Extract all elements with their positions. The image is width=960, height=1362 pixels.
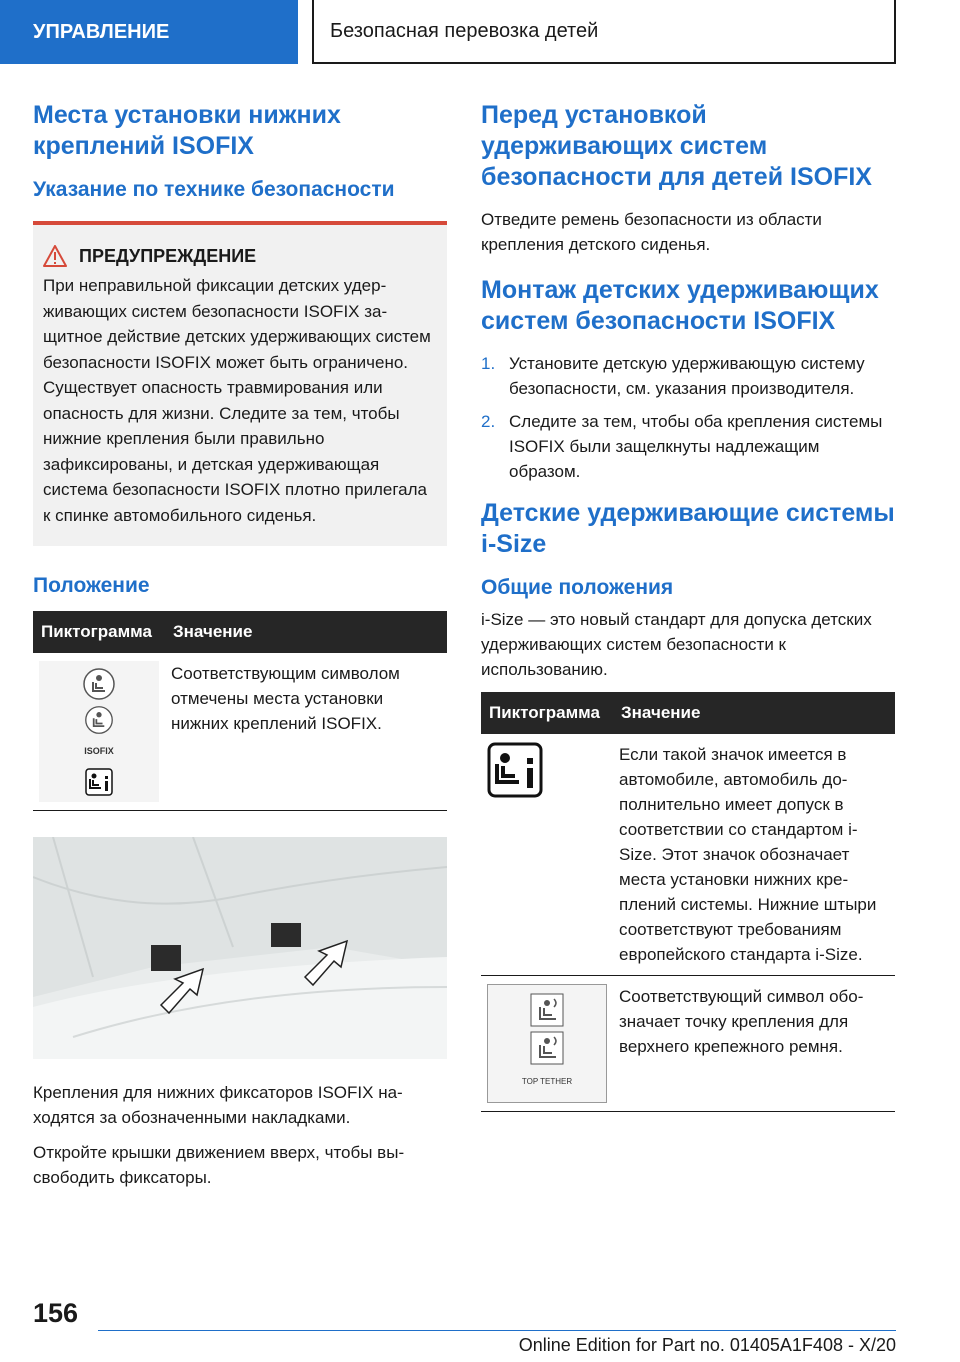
pictogram-table-isize <box>481 692 895 1112</box>
warning-header <box>43 245 435 267</box>
child-seat-icon <box>82 667 116 701</box>
table-row <box>33 653 447 811</box>
chapter-label: Безопасная перевозка детей <box>330 19 599 42</box>
col-pictogram: Пиктограмма <box>481 692 613 734</box>
table-header-row <box>481 692 895 734</box>
caption-covers: Откройте крышки движением вверх, чтобы высвободить фиксаторы. <box>33 1143 405 1187</box>
isize-seat-icon <box>487 742 543 798</box>
warning-triangle-icon <box>43 245 67 267</box>
step-text: Установите детскую удерживающую систему безопасности, см. указания производителя. <box>509 354 865 398</box>
col-meaning: Значение <box>165 611 447 653</box>
isize-seat-icon <box>85 768 113 796</box>
step-text: Следите за тем, чтобы оба крепления системы ISOFIX были защелкнуты надлежащим образом. <box>509 412 883 481</box>
warning-title: ПРЕДУПРЕЖДЕНИЕ <box>79 245 257 266</box>
section-tab <box>0 0 298 64</box>
warning-text: При неправильной фиксации детских удерживающих систем безопасности ISOFIX защитное действие детских удерживающих систем безопасности ISOFIX может быть ограничено. Существует опасность травмирования или опасность для жизни. Следите за тем, чтобы нижние крепления были правильно зафиксированы, и детская удерживающая система безопасности ISOFIX плотно прилегала к спинке автомобильного сиденья. <box>43 276 431 525</box>
general-subtitle: Общие положения <box>481 576 674 599</box>
edition-footer: Online Edition for Part no. 01405A1F408 - X/20 <box>518 1335 896 1355</box>
warning-box <box>33 221 447 546</box>
before-install-text: Отведите ремень безопасности из области крепления детского сиденья. <box>481 210 822 254</box>
chapter-tab <box>312 0 896 64</box>
isize-intro: i-Size — это новый стандарт для допуска детских удерживающих систем безопасности к использованию. <box>481 610 872 679</box>
footer-divider <box>98 1330 896 1331</box>
before-install-title: Перед установкой удерживающих систем безопасности для детей ISOFIX <box>481 101 872 191</box>
table-header-row <box>33 611 447 653</box>
col-pictogram: Пиктограмма <box>33 611 165 653</box>
pictogram-table-isofix <box>33 611 447 811</box>
page-number: 156 <box>33 1298 79 1328</box>
isize-title: Детские удерживающие системы i-Size <box>481 499 895 558</box>
pictogram-cell <box>481 734 613 976</box>
left-column <box>33 100 447 1200</box>
isofix-label: ISOFIX <box>84 746 114 756</box>
isofix-pictogram <box>39 661 159 802</box>
rear-seat-photo <box>33 837 447 1059</box>
caption-anchors: Крепления для нижних фиксаторов ISOFIX находятся за обозначенными накладками. <box>33 1083 403 1127</box>
step-number: 1. <box>481 354 496 373</box>
isofix-title: Места установки нижних креплений ISOFIX <box>33 101 341 160</box>
col-meaning: Значение <box>613 692 895 734</box>
top-tether-label: TOP TETHER <box>521 1077 573 1086</box>
list-item <box>481 409 895 484</box>
section-label: УПРАВЛЕНИЕ <box>33 20 170 43</box>
mounting-title: Монтаж детских удерживающих систем безопасности ISOFIX <box>481 276 879 335</box>
list-item <box>481 351 895 401</box>
pictogram-cell <box>481 976 613 1112</box>
meaning-cell: Соответствующим символом отмечены места установки нижних креплений ISOFIX. <box>165 653 447 811</box>
meaning-cell: Соответствующий символ обозначает точку крепления для верхнего крепежного ремня. <box>613 976 895 1112</box>
child-seat-icon <box>84 705 114 735</box>
top-tether-icon <box>530 1031 564 1065</box>
top-tether-icon <box>530 993 564 1027</box>
meaning-cell: Если такой значок имеется в автомобиле, автомобиль дополнительно имеет допуск в соответствии со стандартом i-Size. Этот значок обозначает места установки нижних креплений системы. Нижние штыри соответствуют требованиям европейского стандарта i-Size. <box>613 734 895 976</box>
table-row <box>481 976 895 1112</box>
top-tether-pictogram <box>487 984 607 1103</box>
position-heading: Положение <box>33 574 150 597</box>
step-number: 2. <box>481 412 496 431</box>
mounting-steps <box>481 351 895 484</box>
right-column <box>481 100 895 1112</box>
table-row <box>481 734 895 976</box>
pictogram-cell <box>33 653 165 811</box>
safety-subtitle: Указание по технике безопасности <box>33 178 395 201</box>
